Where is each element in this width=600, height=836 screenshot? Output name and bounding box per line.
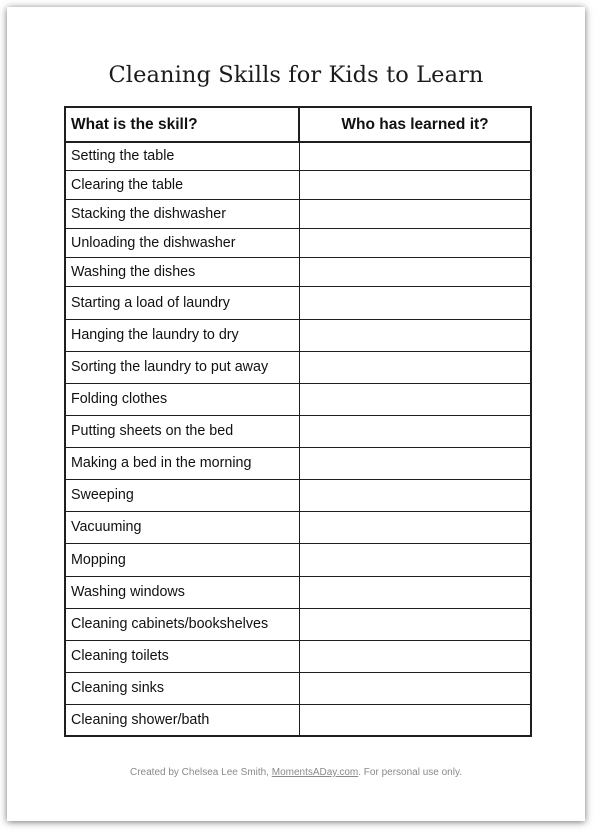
learned-by-cell[interactable] [299,704,531,736]
table-row [65,576,531,608]
learned-by-cell[interactable] [299,576,531,608]
table-row [65,608,531,640]
table-row [65,170,531,199]
table-row [65,257,531,286]
header-learned: Who has learned it? [299,107,531,142]
table-row [65,543,531,576]
page-title: Cleaning Skills for Kids to Learn [108,62,484,88]
table-row [65,415,531,447]
skill-cell: Putting sheets on the bed [65,415,299,447]
learned-by-cell[interactable] [299,199,531,228]
learned-by-cell[interactable] [299,257,531,286]
table-row [65,383,531,415]
learned-by-cell[interactable] [299,351,531,383]
footer-site-link[interactable]: MomentsADay.com [271,767,359,778]
table-row [65,447,531,479]
skill-cell: Unloading the dishwasher [65,228,299,257]
learned-by-cell[interactable] [299,228,531,257]
skill-cell: Cleaning cabinets/bookshelves [65,608,299,640]
skill-cell: Vacuuming [65,511,299,543]
learned-by-cell[interactable] [299,142,531,170]
learned-by-cell[interactable] [299,170,531,199]
printable-page [7,7,585,821]
table-row [65,199,531,228]
skills-table [64,106,532,737]
skill-cell: Starting a load of laundry [65,286,299,319]
learned-by-cell[interactable] [299,672,531,704]
learned-by-cell[interactable] [299,640,531,672]
learned-by-cell[interactable] [299,286,531,319]
table-row [65,351,531,383]
table-row [65,511,531,543]
skill-cell: Sorting the laundry to put away [65,351,299,383]
skill-cell: Stacking the dishwasher [65,199,299,228]
footer-credit [7,767,585,778]
skill-cell: Hanging the laundry to dry [65,319,299,351]
skill-cell: Cleaning shower/bath [65,704,299,736]
skill-cell: Setting the table [65,142,299,170]
table-row [65,319,531,351]
footer-suffix: . For personal use only. [358,767,463,778]
learned-by-cell[interactable] [299,479,531,511]
table-row [65,286,531,319]
skill-cell: Cleaning toilets [65,640,299,672]
table-row [65,142,531,170]
table-row [65,640,531,672]
header-skill: What is the skill? [65,107,299,142]
table-row [65,672,531,704]
skill-cell: Folding clothes [65,383,299,415]
table-row [65,704,531,736]
skill-cell: Mopping [65,543,299,576]
learned-by-cell[interactable] [299,415,531,447]
learned-by-cell[interactable] [299,319,531,351]
learned-by-cell[interactable] [299,383,531,415]
learned-by-cell[interactable] [299,543,531,576]
skill-cell: Cleaning sinks [65,672,299,704]
learned-by-cell[interactable] [299,608,531,640]
skill-cell: Washing windows [65,576,299,608]
table-row [65,228,531,257]
skill-cell: Making a bed in the morning [65,447,299,479]
table-header-row [65,107,531,142]
learned-by-cell[interactable] [299,511,531,543]
skill-cell: Clearing the table [65,170,299,199]
skill-cell: Washing the dishes [65,257,299,286]
learned-by-cell[interactable] [299,447,531,479]
footer-prefix: Created by Chelsea Lee Smith, [129,767,272,778]
table-row [65,479,531,511]
skill-cell: Sweeping [65,479,299,511]
